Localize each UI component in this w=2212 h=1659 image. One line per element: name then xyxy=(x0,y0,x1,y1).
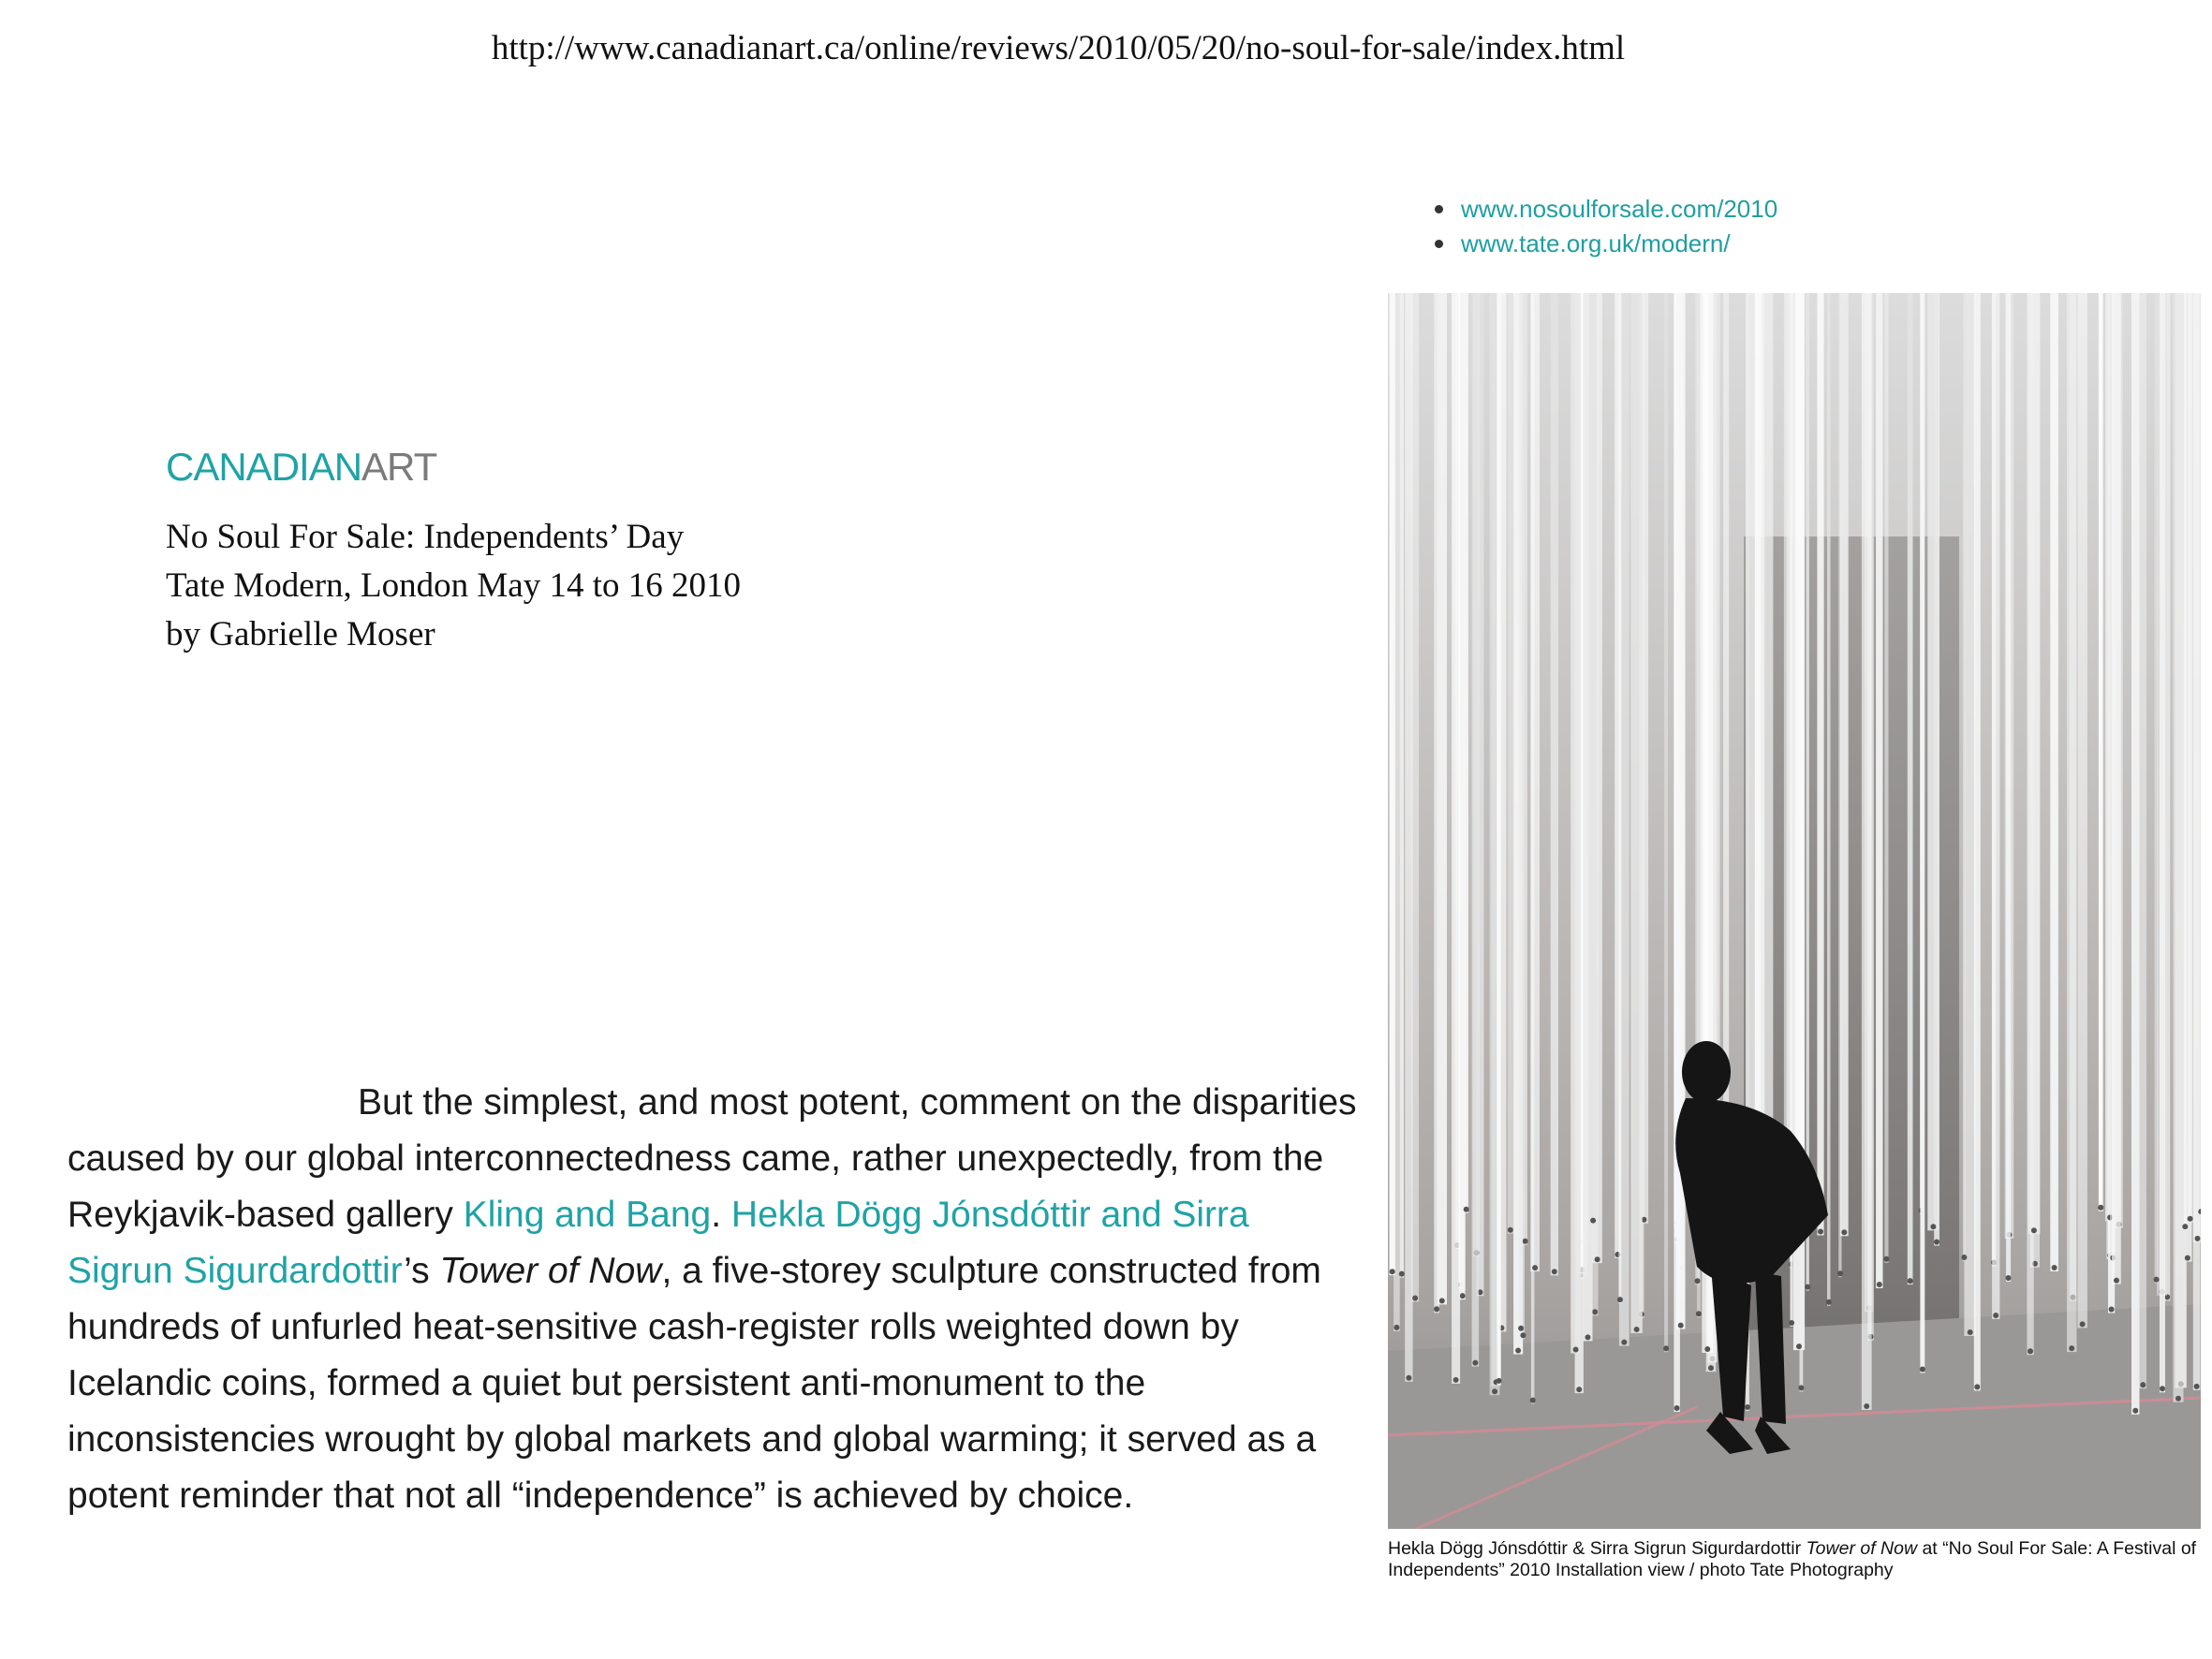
article-body xyxy=(67,1075,1364,1524)
body-text-1: But the simplest, and most potent, comment on the disparities caused by our global interconnectedness came, rather unexpectedly, from the Reykjavik-based gallery xyxy=(67,1082,1357,1235)
body-paragraph xyxy=(67,1075,1364,1524)
article-byline: by Gabrielle Moser xyxy=(166,615,435,653)
body-text-4: , a five-storey sculpture constructed from hundreds of unfurled heat-sensitive cash-register rolls weighted down by Icelandic coins, formed a quiet but persistent anti-monument to the inconsistencies wrought by global markets and global warming; it served as a potent reminder that not all “independence” is achieved by choice. xyxy=(67,1251,1321,1516)
logo-part-canadian: CANADIAN xyxy=(166,445,362,489)
caption-text-2: at “No Soul For Sale: A Festival of Independents” 2010 Installation view / photo Tate Photography xyxy=(1388,1538,2197,1580)
related-links xyxy=(1433,192,1777,261)
installation-photo xyxy=(1388,293,2201,1529)
article-title: No Soul For Sale: Independents’ Day xyxy=(166,518,685,556)
body-text-2: . xyxy=(711,1195,731,1235)
canadianart-logo xyxy=(166,445,437,489)
article-header xyxy=(166,513,741,659)
source-url: http://www.canadianart.ca/online/reviews/2010/05/20/no-soul-for-sale/index.html xyxy=(491,29,1626,67)
article-venue: Tate Modern, London May 14 to 16 2010 xyxy=(166,566,741,605)
link-nosoulforsale[interactable]: www.nosoulforsale.com/2010 xyxy=(1461,195,1778,223)
photo-caption xyxy=(1388,1538,2203,1581)
logo-part-art: ART xyxy=(361,445,437,489)
link-kling-and-bang[interactable]: Kling and Bang xyxy=(463,1195,712,1235)
caption-text-1: Hekla Dögg Jónsdóttir & Sirra Sigrun Sigurdardottir xyxy=(1388,1538,1806,1559)
list-item xyxy=(1433,227,1777,261)
link-tate-modern[interactable]: www.tate.org.uk/modern/ xyxy=(1461,229,1731,257)
link-artists[interactable]: Hekla Dögg Jónsdóttir and Sirra Sigrun Sigurdardottir xyxy=(67,1195,1249,1291)
artwork-title: Tower of Now xyxy=(439,1251,662,1291)
list-item xyxy=(1433,192,1777,227)
caption-artwork-title: Tower of Now xyxy=(1806,1538,1918,1559)
body-text-3: ’s xyxy=(404,1251,440,1291)
